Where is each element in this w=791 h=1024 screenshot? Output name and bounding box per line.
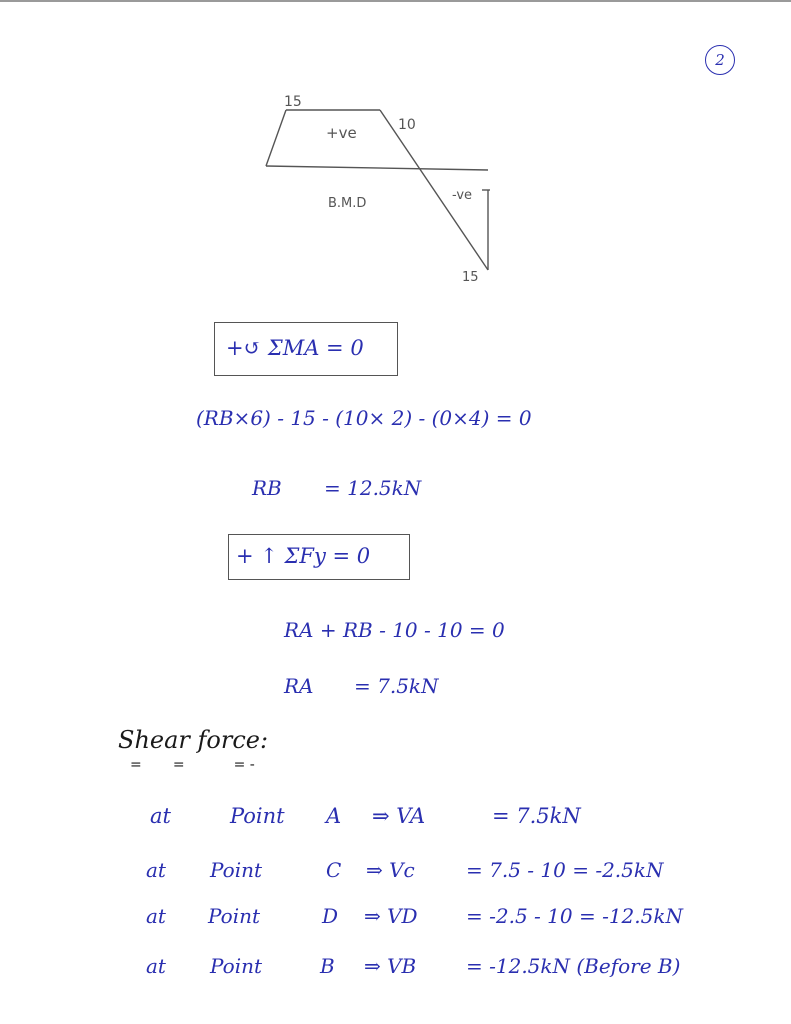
rb-value: = 12.5kN [324,476,422,500]
shear-row-at: at [146,954,166,978]
shear-row-name: B [320,954,335,978]
shear-row-point: Point [210,858,263,882]
shear-row-value: = 7.5kN [492,804,581,828]
page-number-circle [705,45,735,75]
moment-equation: (RB×6) - 15 - (10× 2) - (0×4) = 0 [196,406,532,430]
shear-row-at: at [150,804,171,828]
ra-value: = 7.5kN [354,674,439,698]
bmd-baseline [266,166,488,170]
force-heading: + ↑ ΣFy = 0 [236,544,371,568]
shear-row-point: Point [208,904,261,928]
shear-row-value: = -2.5 - 10 = -12.5kN [466,904,683,928]
bmd-title: B.M.D [328,196,367,211]
bmd-negative-label: -ve [452,188,473,203]
shear-row-arrow: ⇒ VB [364,954,417,978]
bmd-positive-label: +ve [326,124,357,142]
shear-row-point: Point [210,954,263,978]
moment-heading: +↺ ΣMA = 0 [226,336,364,360]
shear-row-at: at [146,904,166,928]
force-equation: RA + RB - 10 - 10 = 0 [284,618,505,642]
page-number: 2 [715,51,725,69]
shear-row-value: = 7.5 - 10 = -2.5kN [466,858,664,882]
shear-row-value: = -12.5kN (Before B) [466,954,681,978]
bmd-label-15-bottom: 15 [462,270,479,285]
shear-row-at: at [146,858,166,882]
bmd-label-10: 10 [398,117,416,133]
rb-label: RB [252,476,282,500]
shear-row-arrow: ⇒ VD [364,904,418,928]
shear-row-name: C [326,858,342,882]
page-top-edge [0,0,791,2]
ra-label: RA [284,674,314,698]
shear-row-arrow: ⇒ VA [372,804,426,828]
shear-row-point: Point [230,804,285,828]
shear-heading: Shear force: [118,726,269,754]
bmd-left-slope [266,110,286,166]
shear-heading-underline: = = = - [130,757,255,773]
shear-row-name: A [326,804,342,828]
bmd-label-15-top: 15 [284,94,302,110]
shear-row-arrow: ⇒ Vc [366,858,415,882]
shear-row-name: D [322,904,339,928]
